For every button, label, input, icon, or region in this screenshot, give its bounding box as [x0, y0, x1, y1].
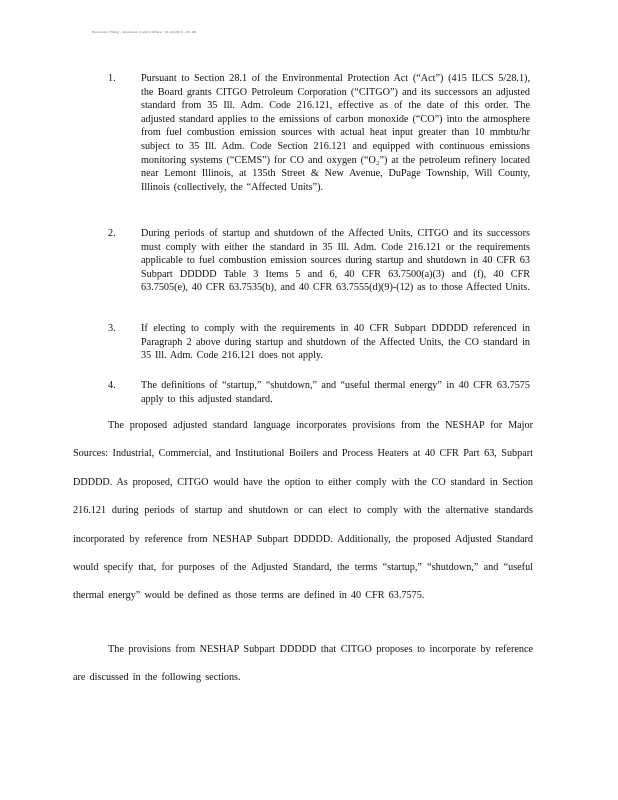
- paragraph-number: 2.: [108, 228, 116, 239]
- paragraph-text: The definitions of “startup,” “shutdown,” and “useful thermal energy” in 40 CFR 63.7575 apply to this adjusted standard.: [141, 380, 530, 405]
- body-paragraph-1: [73, 412, 533, 611]
- body-paragraph-text: The proposed adjusted standard language incorporates provisions from the NESHAP for Major Sources: Industrial, Commercial, and Institutional Boilers and Process Heaters at 40 CFR Part 63, Subpart DDDDD. As proposed, CITGO would have the option to either comply with the CO standard in Section 216.121 during periods of startup and shutdown or can elect to comply with the alternative standards incorporated by reference from NESHAP Subpart DDDDD. Additionally, the proposed Adjusted Standard would specify that, for purposes of the Adjusted Standard, the terms “startup,” “shutdown,” and “useful thermal energy” would be defined as those terms are defined in 40 CFR 63.7575.: [73, 420, 533, 602]
- body-paragraph-text: The provisions from NESHAP Subpart DDDDD that CITGO proposes to incorporate by reference are discussed in the following sections.: [73, 644, 533, 684]
- paragraph-number: 3.: [108, 323, 116, 334]
- filing-header: Electronic Filing - Received, Clerk's Office : 01/22/2016 - PC #8: [92, 30, 197, 34]
- paragraph-text: Pursuant to Section 28.1 of the Environmental Protection Act (“Act”) (415 ILCS 5/28.1), the Board grants CITGO Petroleum Corporation (“CITGO”) and its successors an adjusted standard from 35 Ill. Adm. Code 216.121, effective as of the date of this order. The adjusted standard applies to the emissions of carbon monoxide (“CO”) into the atmosphere from fuel combustion emission sources with actual heat input greater than 10 mmbtu/hr subject to 35 Ill. Adm. Code Section 216.121 and equipped with continuous emissions monitoring systems (“CEMS”) for CO and oxygen (“O₂”) at the petroleum refinery located near Lemont Illinois, at 135th Street & New Avenue, DuPage Township, Will County, Illinois (collectively, the “Affected Units”).: [141, 73, 530, 193]
- paragraph-text: During periods of startup and shutdown of the Affected Units, CITGO and its successors must comply with either the standard in 35 Ill. Adm. Code 216.121 or the requirements applicable to fuel combustion emission sources during startup and shutdown in 40 CFR 63 Subpart DDDDD Table 3 Items 5 and 6, 40 CFR 63.7500(a)(3) and (f), 40 CFR 63.7505(e), 40 CFR 63.7535(b), and 40 CFR 63.7555(d)(9)-(12) as to those Affected Units.: [141, 228, 530, 294]
- body-paragraph-2: [73, 636, 533, 693]
- paragraph-number: 1.: [108, 73, 116, 84]
- paragraph-number: 4.: [108, 380, 116, 391]
- paragraph-text: If electing to comply with the requirements in 40 CFR Subpart DDDDD referenced in Paragraph 2 above during startup and shutdown of the Affected Units, the CO standard in 35 Ill. Adm. Code 216.121 does not apply.: [141, 323, 530, 362]
